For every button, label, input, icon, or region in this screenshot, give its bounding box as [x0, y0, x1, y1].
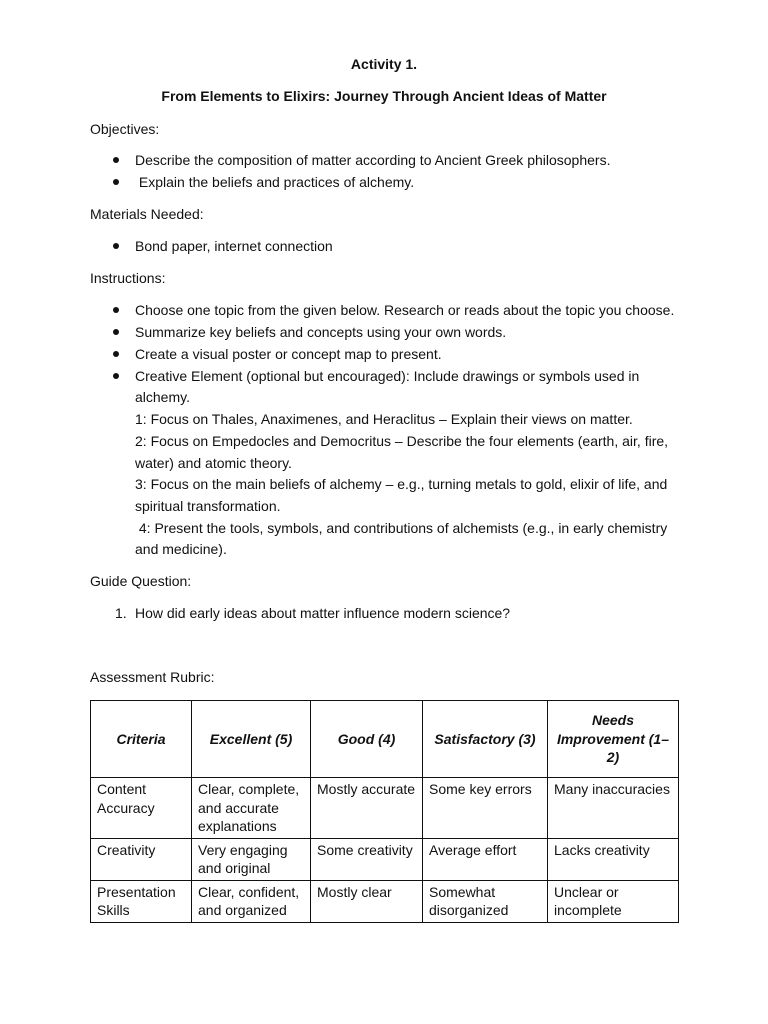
table-cell: Creativity	[91, 838, 192, 880]
table-cell: Clear, confident, and organized	[192, 880, 311, 922]
header-excellent: Excellent (5)	[192, 701, 311, 778]
guide-number: 1.	[115, 605, 127, 621]
objective-item: Explain the beliefs and practices of alchemy.	[135, 174, 415, 190]
table-cell: Content Accuracy	[91, 778, 192, 839]
bullet-icon	[113, 373, 119, 379]
bullet-icon	[113, 307, 119, 313]
table-cell: Clear, complete, and accurate explanations	[192, 778, 311, 839]
table-cell: Somewhat disorganized	[423, 880, 548, 922]
topic-4-line: 4: Present the tools, symbols, and contributions of alchemists (e.g., in early chemistry	[135, 520, 668, 536]
guide-heading: Guide Question:	[90, 573, 192, 589]
instruction-continuation: alchemy.	[135, 389, 190, 405]
header-needs-improvement: Needs Improvement (1–2)	[548, 701, 679, 778]
rubric-header-row	[91, 701, 679, 778]
header-criteria: Criteria	[91, 701, 192, 778]
activity-title: Activity 1.	[350, 56, 418, 72]
table-row	[91, 778, 679, 839]
table-cell: Very engaging and original	[192, 838, 311, 880]
instruction-item: Create a visual poster or concept map to present.	[135, 346, 442, 362]
table-cell: Mostly accurate	[311, 778, 423, 839]
table-row	[91, 880, 679, 922]
rubric-heading: Assessment Rubric:	[90, 669, 215, 685]
topic-2-line: 2: Focus on Empedocles and Democritus – Describe the four elements (earth, air, fire,	[135, 433, 669, 449]
bullet-icon	[113, 157, 119, 163]
header-good: Good (4)	[311, 701, 423, 778]
bullet-icon	[113, 329, 119, 335]
topic-2-line: water) and atomic theory.	[135, 455, 292, 471]
topic-4-line: and medicine).	[135, 541, 227, 557]
objective-item: Describe the composition of matter according to Ancient Greek philosophers.	[135, 152, 611, 168]
table-cell: Presentation Skills	[91, 880, 192, 922]
bullet-icon	[113, 351, 119, 357]
topic-3-line: 3: Focus on the main beliefs of alchemy – e.g., turning metals to gold, elixir of life, and	[135, 476, 668, 492]
instruction-item: Creative Element (optional but encouraged): Include drawings or symbols used in	[135, 368, 640, 384]
instructions-heading: Instructions:	[90, 270, 166, 286]
instruction-item: Summarize key beliefs and concepts using your own words.	[135, 324, 507, 340]
table-cell: Average effort	[423, 838, 548, 880]
objectives-heading: Objectives:	[90, 121, 160, 137]
topic-1-line: 1: Focus on Thales, Anaximenes, and Heraclitus – Explain their views on matter.	[135, 411, 633, 427]
guide-question: How did early ideas about matter influence modern science?	[135, 605, 511, 621]
table-cell: Lacks creativity	[548, 838, 679, 880]
table-cell: Many inaccuracies	[548, 778, 679, 839]
bullet-icon	[113, 179, 119, 185]
table-row	[91, 838, 679, 880]
topic-3-line: spiritual transformation.	[135, 498, 281, 514]
bullet-icon	[113, 243, 119, 249]
table-cell: Unclear or incomplete	[548, 880, 679, 922]
header-satisfactory: Satisfactory (3)	[423, 701, 548, 778]
table-cell: Some key errors	[423, 778, 548, 839]
table-cell: Mostly clear	[311, 880, 423, 922]
activity-subtitle: From Elements to Elixirs: Journey Through Ancient Ideas of Matter	[161, 88, 607, 104]
table-cell: Some creativity	[311, 838, 423, 880]
material-item: Bond paper, internet connection	[135, 238, 333, 254]
instruction-item: Choose one topic from the given below. Research or reads about the topic you choose.	[135, 302, 675, 318]
materials-heading: Materials Needed:	[90, 206, 204, 222]
rubric-table	[90, 700, 679, 923]
